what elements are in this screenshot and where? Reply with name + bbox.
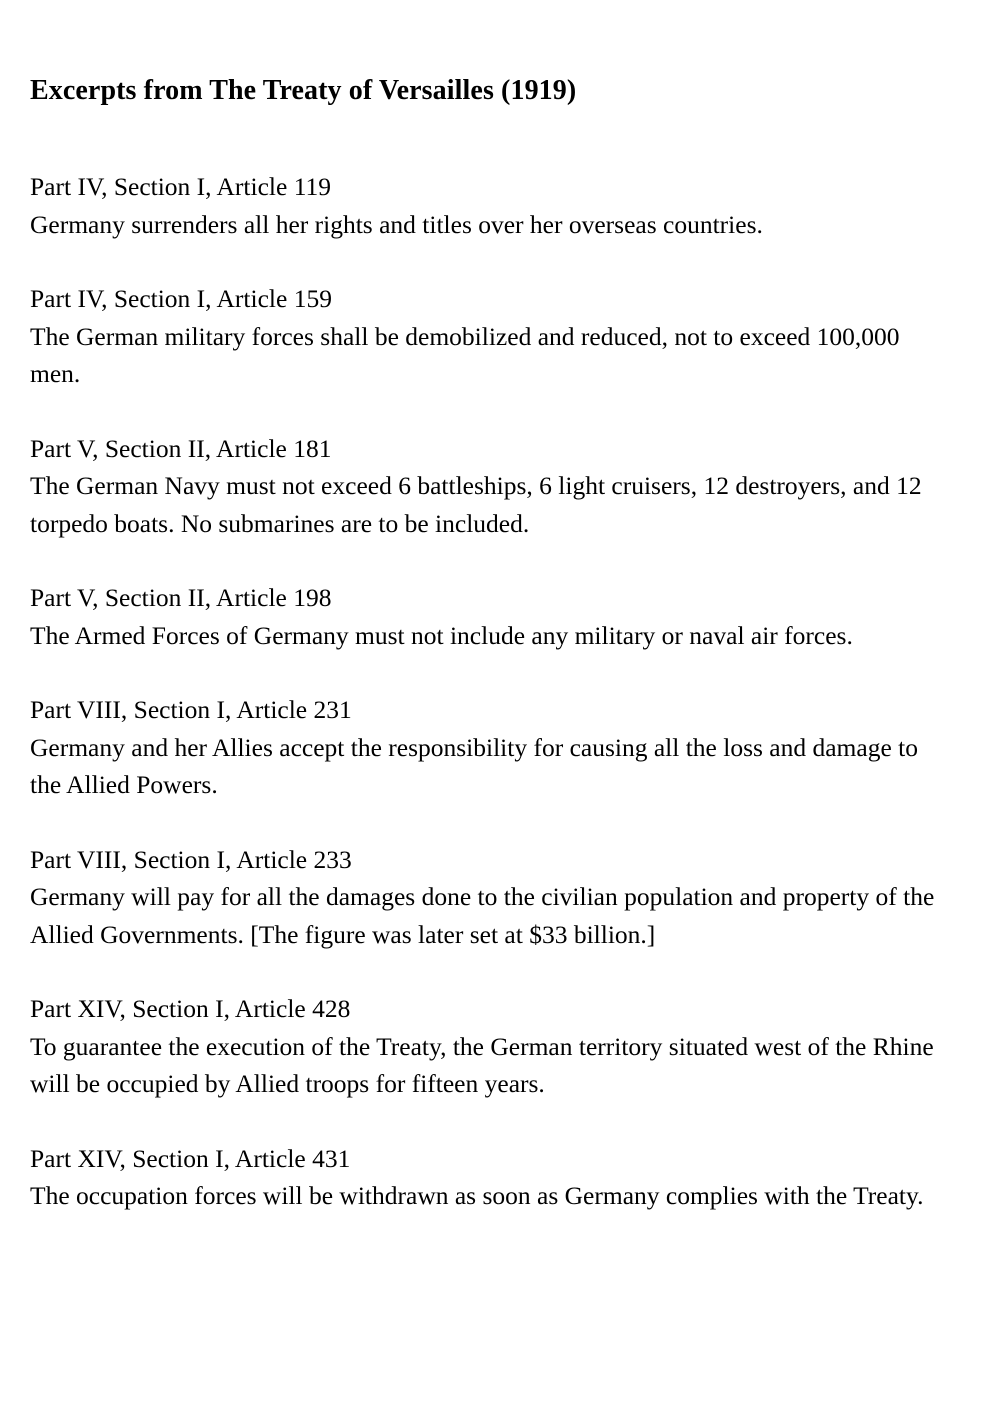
page-title: Excerpts from The Treaty of Versailles (1919) — [30, 75, 577, 106]
excerpt-citation: Part IV, Section I, Article 159 — [30, 284, 332, 313]
excerpt-text: The German military forces shall be demobilized and reduced, not to exceed 100,000 men. — [30, 321, 900, 388]
excerpt-text: To guarantee the execution of the Treaty, the German territory situated west of the Rhine will be occupied by Allied troops for fifteen years. — [30, 1031, 934, 1098]
excerpt-entry — [30, 1140, 945, 1215]
excerpt-citation: Part XIV, Section I, Article 431 — [30, 1143, 351, 1173]
excerpt-citation: Part XIV, Section I, Article 428 — [30, 994, 351, 1023]
excerpt-text: Germany will pay for all the damages done to the civilian population and property of the Allied Governments. [The figure was later set at $33 billion.] — [30, 882, 935, 949]
excerpt-citation: Part VIII, Section I, Article 233 — [30, 844, 352, 874]
excerpt-list — [30, 168, 945, 1215]
excerpt-text: The Armed Forces of Germany must not include any military or naval air forces. — [30, 620, 853, 650]
excerpt-text: Germany and her Allies accept the responsibility for causing all the loss and damage to the Allied Powers. — [30, 732, 918, 799]
excerpt-citation: Part V, Section II, Article 181 — [30, 433, 332, 463]
excerpt-text: The German Navy must not exceed 6 battleships, 6 light cruisers, 12 destroyers, and 12 torpedo boats. No submarines are to be included. — [30, 471, 922, 538]
excerpt-citation: Part VIII, Section I, Article 231 — [30, 695, 352, 724]
excerpt-entry — [30, 841, 945, 954]
excerpt-entry — [30, 691, 945, 804]
excerpt-entry — [30, 990, 945, 1103]
excerpt-entry — [30, 579, 945, 654]
excerpt-entry — [30, 430, 945, 543]
excerpt-citation: Part V, Section II, Article 198 — [30, 583, 332, 612]
excerpt-text: The occupation forces will be withdrawn as soon as Germany complies with the Treaty. — [30, 1181, 924, 1210]
excerpt-text: Germany surrenders all her rights and titles over her overseas countries. — [30, 209, 763, 239]
excerpt-citation: Part IV, Section I, Article 119 — [30, 172, 331, 201]
excerpt-entry — [30, 168, 945, 243]
excerpt-entry — [30, 280, 945, 393]
